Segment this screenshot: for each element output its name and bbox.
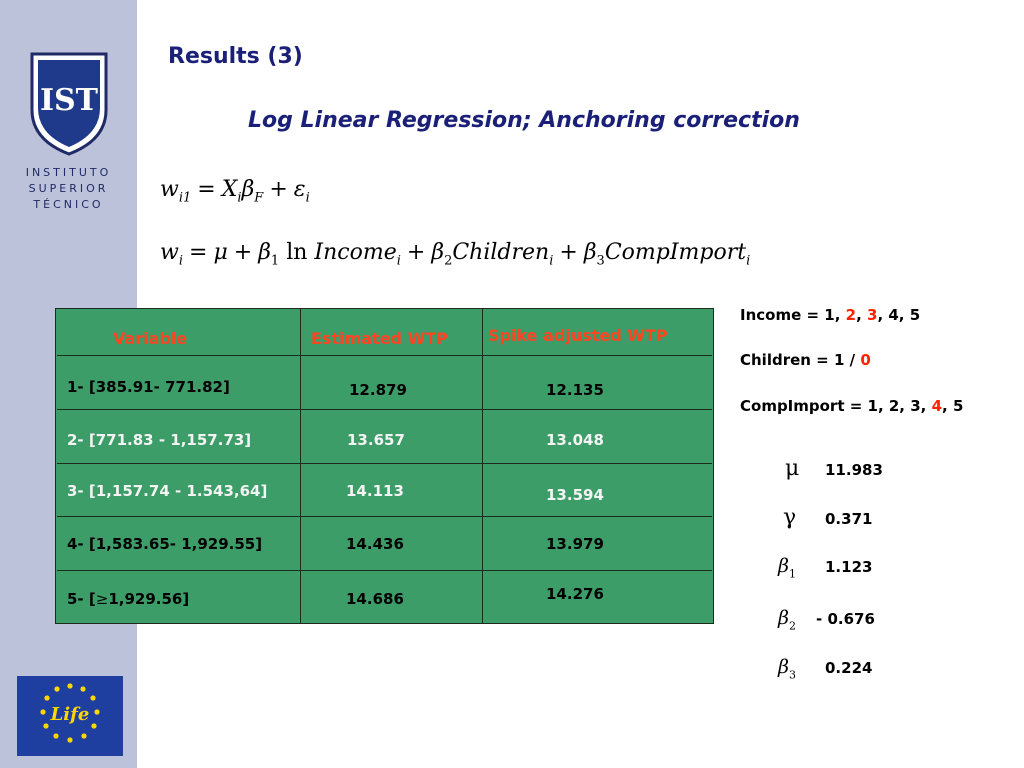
institution-line-3: TÉCNICO (33, 198, 104, 211)
table-row-divider (57, 463, 712, 464)
institution-line-1: INSTITUTO (25, 166, 112, 179)
param-beta2-symbol: $\beta_2$ (778, 607, 796, 633)
row-3-spike: 13.594 (546, 486, 604, 504)
greater-equal-symbol: ≥ (95, 590, 109, 608)
row-4-estimated: 14.436 (346, 535, 404, 553)
row-1-variable: 1- [385.91- 771.82] (67, 378, 230, 396)
table-row-divider (57, 516, 712, 517)
eu-life-text: Life (50, 704, 90, 725)
header-spike-adjusted-wtp: Spike adjusted WTP (488, 326, 668, 345)
ist-shield-logo (28, 52, 110, 156)
row-3-variable: 3- [1,157.74 - 1.543,64] (67, 482, 268, 500)
table-row-divider (57, 409, 712, 410)
param-beta1-value: 1.123 (825, 558, 873, 576)
param-beta3-value: 0.224 (825, 659, 873, 677)
param-mu-value: 11.983 (825, 461, 883, 479)
header-variable: Variable (113, 329, 188, 348)
table-row-divider (57, 355, 712, 356)
row-2-estimated: 13.657 (347, 431, 405, 449)
ist-logo-letters: IST (39, 83, 99, 118)
row-1-estimated: 12.879 (349, 381, 407, 399)
param-gamma-value: 0.371 (825, 510, 873, 528)
row-5-estimated: 14.686 (346, 590, 404, 608)
param-beta1-symbol: $\beta_1$ (778, 555, 796, 581)
header-estimated-wtp: Estimated WTP (311, 329, 448, 348)
equation-2: $w_i = \mu + \beta_1$ ln Income$_i$ + $\beta_2Children_i$ + $\beta_3CompImport_i$ (160, 240, 751, 269)
equation-1: $w_{i1} = X_i\beta_F + \varepsilon_i$ (160, 177, 310, 206)
param-beta2-value: - 0.676 (816, 610, 875, 628)
row-4-spike: 13.979 (546, 535, 604, 553)
param-mu-symbol: μ (785, 456, 800, 481)
eu-life-logo (17, 676, 123, 756)
row-2-variable: 2- [771.83 - 1,157.73] (67, 431, 252, 449)
row-1-spike: 12.135 (546, 381, 604, 399)
table-row-divider (57, 570, 712, 571)
row-5-spike: 14.276 (546, 585, 604, 603)
compimport-definition: CompImport = 1, 2, 3, 4, 5 (740, 397, 964, 415)
slide-subtitle: Log Linear Regression; Anchoring correction (248, 108, 800, 133)
slide-title: Results (3) (168, 44, 303, 69)
children-definition: Children = 1 / 0 (740, 351, 871, 369)
row-5-variable: 5- [≥1,929.56] (67, 590, 190, 608)
row-3-estimated: 14.113 (346, 482, 404, 500)
row-2-spike: 13.048 (546, 431, 604, 449)
institution-line-2: SUPERIOR (28, 182, 109, 195)
param-gamma-symbol: γ (783, 505, 797, 530)
row-4-variable: 4- [1,583.65- 1,929.55] (67, 535, 263, 553)
param-beta3-symbol: $\beta_3$ (778, 656, 796, 682)
eq1-lhs: w (160, 177, 179, 202)
income-definition: Income = 1, 2, 3, 4, 5 (740, 306, 921, 324)
